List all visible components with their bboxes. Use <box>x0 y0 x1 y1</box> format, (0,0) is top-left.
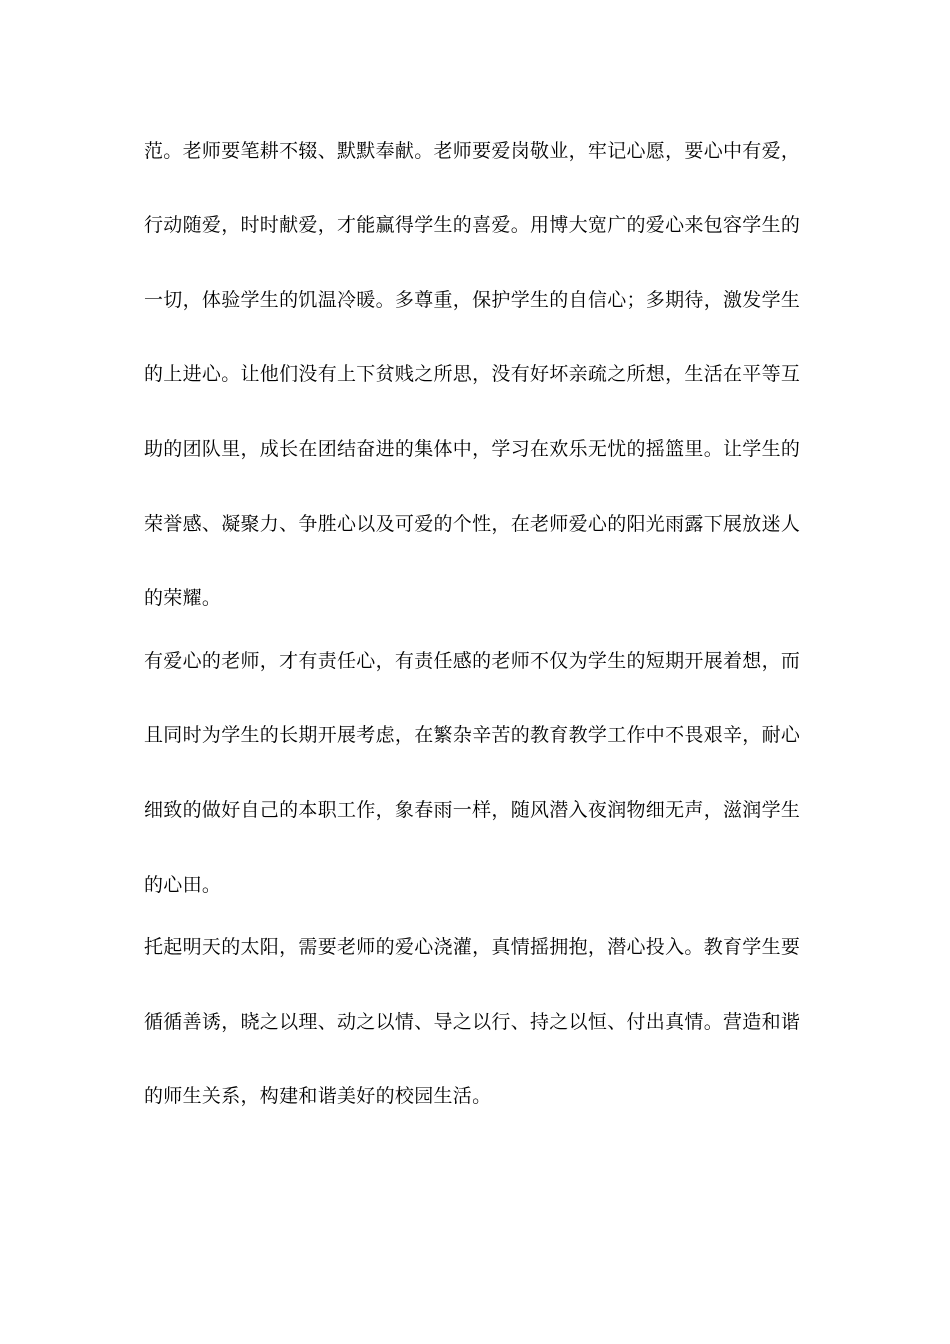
text-line: 助的团队里，成长在团结奋进的集体中，学习在欢乐无忧的摇篮里。让学生的 <box>144 438 801 460</box>
text-line: 的心田。 <box>144 874 222 896</box>
text-line: 细致的做好自己的本职工作，象春雨一样，随风潜入夜润物细无声，滋润学生 <box>144 799 801 821</box>
text-line: 一切，体验学生的饥温冷暖。多尊重，保护学生的自信心；多期待，激发学生 <box>144 289 801 311</box>
text-line: 的荣耀。 <box>144 587 222 609</box>
text-line: 且同时为学生的长期开展考虑，在繁杂辛苦的教育教学工作中不畏艰辛，耐心 <box>144 724 801 746</box>
text-line: 的上进心。让他们没有上下贫贱之所思，没有好坏亲疏之所想，生活在平等互 <box>144 363 801 385</box>
text-line: 有爱心的老师，才有责任心，有责任感的老师不仅为学生的短期开展着想，而 <box>144 650 801 672</box>
text-line: 行动随爱，时时献爱，才能赢得学生的喜爱。用博大宽广的爱心来包容学生的 <box>144 214 801 236</box>
text-line: 循循善诱，晓之以理、动之以情、导之以行、持之以恒、付出真情。营造和谐 <box>144 1011 801 1033</box>
text-line: 托起明天的太阳，需要老师的爱心浇灌，真情摇拥抱，潜心投入。教育学生要 <box>144 936 801 958</box>
text-line: 荣誉感、凝聚力、争胜心以及可爱的个性，在老师爱心的阳光雨露下展放迷人 <box>144 513 801 535</box>
text-line: 的师生关系，构建和谐美好的校园生活。 <box>144 1085 492 1107</box>
text-line: 范。老师要笔耕不辍、默默奉献。老师要爱岗敬业，牢记心愿，要心中有爱， <box>144 140 801 162</box>
